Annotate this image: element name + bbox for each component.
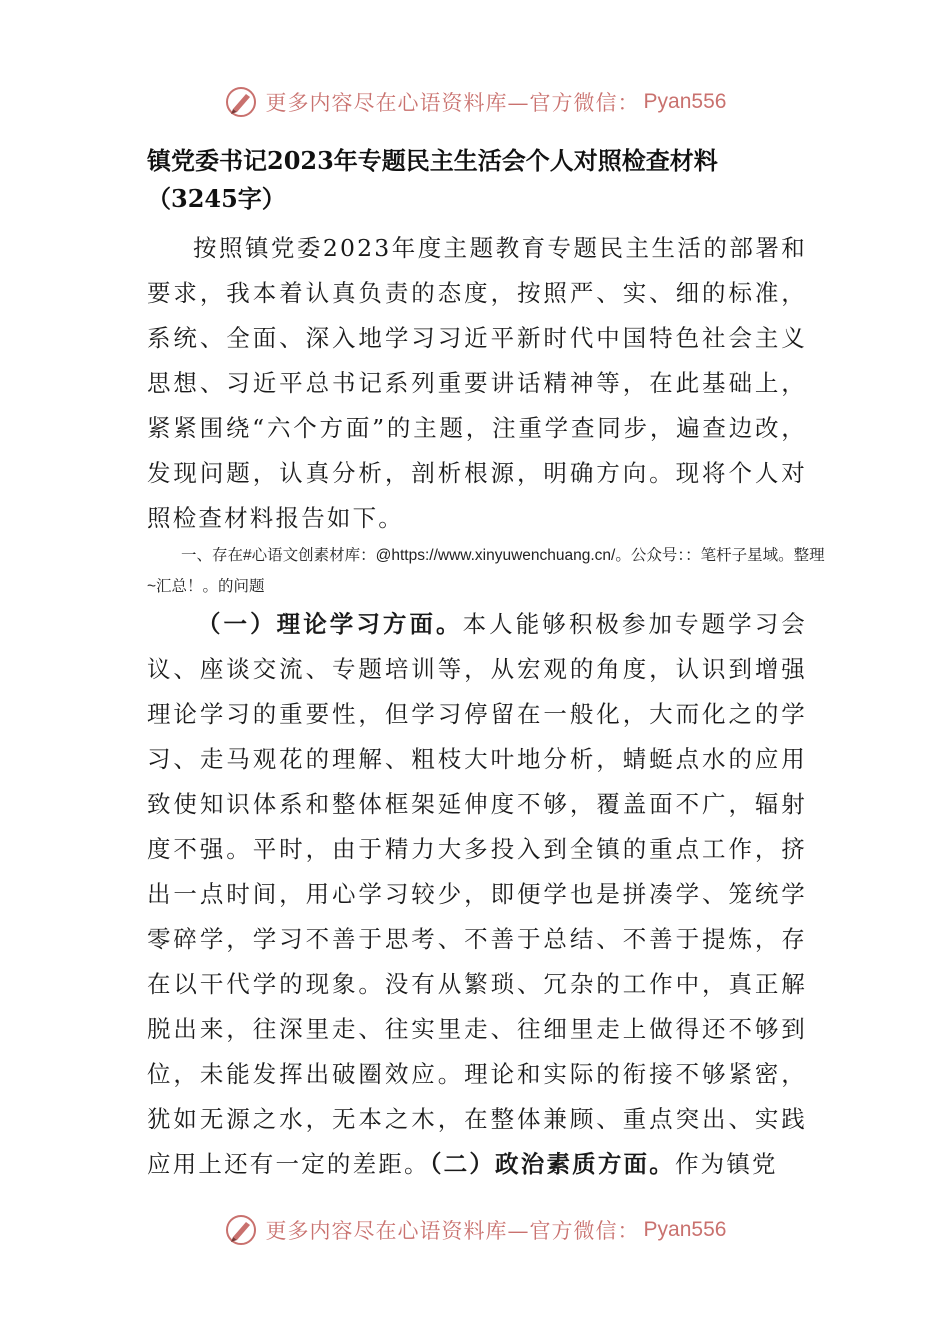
section1-label: （一）理论学习方面。 [197, 610, 463, 638]
banner-wechat-id: Pyan556 [643, 90, 727, 113]
intro-paragraph: 按照镇党委2023年度主题教育专题民主生活的部署和要求，我本着认真负责的态度，按照严、实、细的标准，系统、全面、深入地学习习近平新时代中国特色社会主义思想、习近平总书记系列重要讲话精神等，在此基础上，紧紧围绕“六个方面”的主题，注重学查同步，遍查边改，发现问题，认真分析，剖析根源，明确方向。现将个人对照检查材料报告如下。 [147, 234, 807, 532]
section-heading: 一、存在#心语文创素材库：@https://www.xinyuwenchuang.cn/。公众号：：笔杆子星域。整理~汇总！。的问题 [147, 547, 825, 595]
section-paragraph [147, 602, 807, 1187]
header-watermark-banner [0, 80, 950, 124]
pen-logo-icon [224, 85, 258, 119]
section2-text: 作为镇党 [674, 1150, 778, 1178]
pen-logo-icon [224, 1213, 258, 1247]
section2-label: （二）政治素质方面。 [429, 1150, 675, 1178]
document-title: 镇党委书记2023年专题民主生活会个人对照检查材料 [147, 146, 718, 175]
document-word-count: （3245字） [147, 184, 286, 213]
section1-text: 本人能够积极参加专题学习会议、座谈交流、专题培训等，从宏观的角度，认识到增强理论学习的重要性，但学习停留在一般化，大而化之的学习、走马观花的理解、粗枝大叶地分析，蜻蜓点水的应用致使知识体系和整体框架延伸度不够，覆盖面不广，辐射度不强。平时，由于精力大多投入到全镇的重点工作，挤出一点时间，用心学习较少，即便学也是拼凑学、笼统学零碎学，学习不善于思考、不善于总结、不善于提炼，存在以干代学的现象。没有从繁琐、冗杂的工作中，真正解脱出来，往深里走、往实里走、往细里走上做得还不够到位，未能发挥出破圈效应。理论和实际的衔接不够紧密，犹如无源之水，无本之木，在整体兼顾、重点突出、实践应用上还有一定的差距。 [147, 610, 807, 1178]
banner-text: 更多内容尽在心语资料库—官方微信： [265, 1219, 640, 1243]
banner-wechat-id: Pyan556 [643, 1218, 727, 1241]
banner-text: 更多内容尽在心语资料库—官方微信： [265, 91, 640, 115]
footer-watermark-banner [0, 1208, 950, 1252]
